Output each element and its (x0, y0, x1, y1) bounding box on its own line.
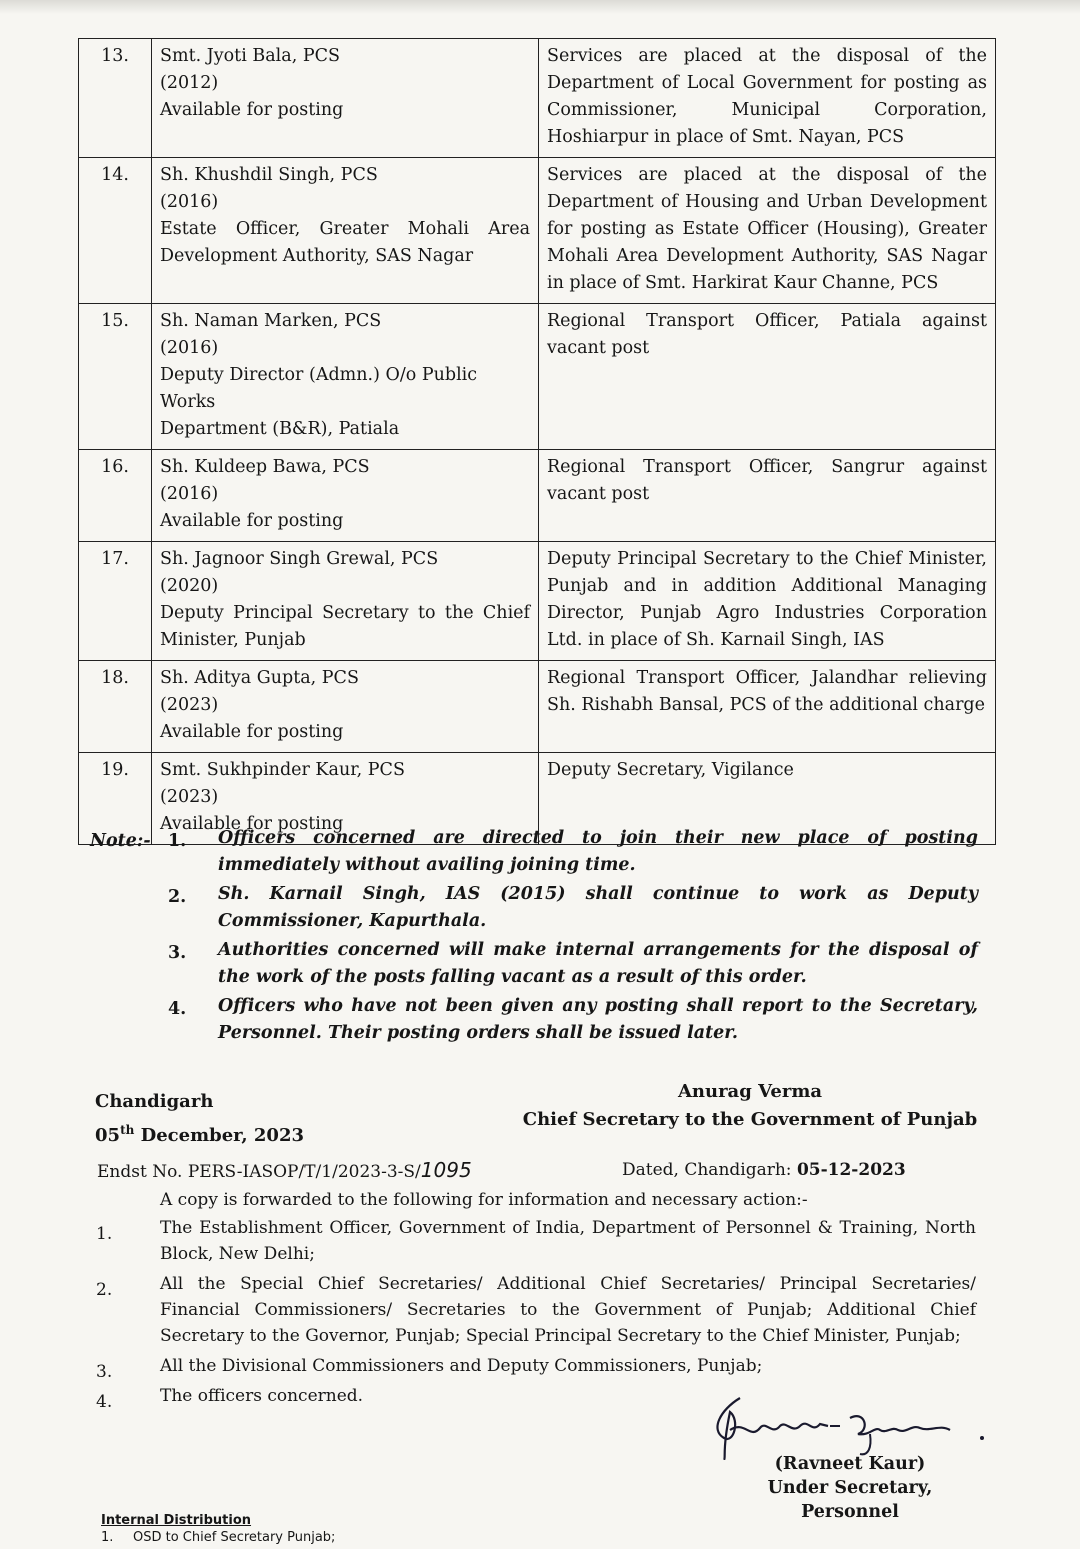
officer-line: Available for posting (160, 100, 344, 120)
posting-line: Department of Housing and Urban Development (547, 192, 987, 212)
officer-line: Deputy Director (Admn.) O/o Public Works (160, 365, 478, 412)
posting-line: Regional Transport Officer, Sangrur against (547, 457, 987, 477)
officer-line: (2016) (160, 192, 219, 212)
table-row (79, 304, 996, 450)
row-number: 18. (79, 661, 152, 753)
officer-line: Available for posting (160, 814, 344, 834)
posting-line: Department of Local Government for posting as (547, 73, 987, 93)
posting-cell (539, 661, 996, 753)
distribution-item (96, 1353, 976, 1382)
distribution-number: 2. (96, 1280, 113, 1300)
posting-cell (539, 304, 996, 450)
table-row (79, 542, 996, 661)
posting-line: Services are placed at the disposal of the (547, 165, 987, 185)
endst-handwritten-number: 1095 (420, 1158, 472, 1182)
note-text: Officers who have not been given any posting shall report to the Secretary, Personnel. Their posting orders shall be issued later. (218, 996, 978, 1043)
posting-line: Services are placed at the disposal of the (547, 46, 987, 66)
officer-line: (2016) (160, 484, 219, 504)
endst-number: Endst No. PERS-IASOP/T/1/2023-3-S/ (97, 1162, 421, 1182)
endorsement-line (97, 1157, 917, 1185)
note-item (168, 881, 978, 935)
distribution-item (96, 1271, 976, 1349)
officer-line: Available for posting (160, 722, 344, 742)
distribution-item (96, 1215, 976, 1267)
officer-line: (2016) (160, 338, 219, 358)
distribution-text: All the Divisional Commissioners and Deputy Commissioners, Punjab; (160, 1356, 763, 1376)
note-text: Authorities concerned will make internal arrangements for the disposal of the work of the posts falling vacant as a result of this order. (218, 940, 978, 987)
posting-line: Regional Transport Officer, Patiala against (547, 311, 987, 331)
posting-cell (539, 542, 996, 661)
officer-line: Estate Officer, Greater Mohali Area (160, 219, 530, 239)
posting-line: Punjab and in addition Additional Managing (547, 576, 987, 596)
notes-list (168, 825, 978, 1049)
distribution-number: 1. (96, 1224, 113, 1244)
officer-line: Sh. Jagnoor Singh Grewal, PCS (160, 549, 439, 569)
signature-image (700, 1390, 990, 1460)
row-number: 15. (79, 304, 152, 450)
distribution-number: 4. (96, 1392, 113, 1412)
officer-line: Deputy Principal Secretary to the Chief (160, 603, 530, 623)
scan-edge (0, 0, 1080, 14)
note-item (168, 937, 978, 991)
note-text: Officers concerned are directed to join their new place of posting immediately without availing joining time. (218, 828, 978, 875)
officer-cell (152, 542, 539, 661)
row-number: 14. (79, 158, 152, 304)
place-date-block (95, 1088, 304, 1150)
note-number: 4. (168, 999, 187, 1019)
officer-cell (152, 661, 539, 753)
internal-number: 1. (101, 1530, 114, 1545)
posting-line: Ltd. in place of Sh. Karnail Singh, IAS (547, 630, 885, 650)
distribution-text: The Establishment Officer, Government of India, Department of Personnel & Training, North Block, New Delhi; (160, 1218, 976, 1264)
note-number: 2. (168, 887, 187, 907)
posting-line: vacant post (547, 338, 650, 358)
posting-line: Sh. Rishabh Bansal, PCS of the additional charge (547, 695, 985, 715)
posting-table (78, 38, 996, 845)
posting-line: Hoshiarpur in place of Smt. Nayan, PCS (547, 127, 905, 147)
chief-name: Anurag Verma (677, 1081, 823, 1102)
internal-text: OSD to Chief Secretary Punjab; (133, 1530, 336, 1545)
note-text: Sh. Karnail Singh, IAS (2015) shall continue to work as Deputy Commissioner, Kapurthala. (218, 884, 978, 931)
note-label: Note:- (90, 831, 151, 851)
row-number: 16. (79, 450, 152, 542)
row-number: 19. (79, 753, 152, 845)
posting-line: Mohali Area Development Authority, SAS Nagar (547, 246, 987, 266)
distribution-text: The officers concerned. (160, 1386, 364, 1406)
row-number: 17. (79, 542, 152, 661)
officer-line: (2020) (160, 576, 219, 596)
chief-designation: Chief Secretary to the Government of Punjab (522, 1109, 978, 1130)
officer-cell (152, 450, 539, 542)
posting-cell (539, 450, 996, 542)
posting-line: Director, Punjab Agro Industries Corporation (547, 603, 987, 623)
officer-cell (152, 304, 539, 450)
posting-line: vacant post (547, 484, 650, 504)
distribution-number: 3. (96, 1362, 113, 1382)
officer-line: Available for posting (160, 511, 344, 531)
place-city: Chandigarh (95, 1091, 214, 1112)
note-item (168, 993, 978, 1047)
officer-line: (2023) (160, 695, 219, 715)
order-date: 05th December, 2023 (95, 1123, 304, 1146)
posting-line: Commissioner, Municipal Corporation, (547, 100, 987, 120)
table-row (79, 158, 996, 304)
note-number: 3. (168, 943, 187, 963)
signatory-name: (Ravneet Kaur) (774, 1454, 926, 1474)
chief-secretary-block (520, 1078, 980, 1134)
officer-line: (2012) (160, 73, 219, 93)
signatory-block (720, 1452, 980, 1524)
officer-line: Development Authority, SAS Nagar (160, 246, 474, 266)
posting-cell (539, 39, 996, 158)
endst-dated: Dated, Chandigarh: 05-12-2023 (622, 1160, 906, 1180)
posting-line: for posting as Estate Officer (Housing), Greater (547, 219, 987, 239)
officer-line: Sh. Aditya Gupta, PCS (160, 668, 359, 688)
internal-distribution (101, 1512, 335, 1546)
internal-item (101, 1529, 335, 1546)
officer-cell (152, 39, 539, 158)
officer-line: Smt. Jyoti Bala, PCS (160, 46, 340, 66)
officer-line: Sh. Kuldeep Bawa, PCS (160, 457, 370, 477)
posting-line: Regional Transport Officer, Jalandhar relieving (547, 668, 987, 688)
posting-line: Deputy Principal Secretary to the Chief Minister, (547, 549, 987, 569)
officer-line: Smt. Sukhpinder Kaur, PCS (160, 760, 405, 780)
officer-line: Minister, Punjab (160, 630, 306, 650)
officer-line: Sh. Khushdil Singh, PCS (160, 165, 378, 185)
officer-line: Sh. Naman Marken, PCS (160, 311, 382, 331)
distribution-text: All the Special Chief Secretaries/ Additional Chief Secretaries/ Principal Secretaries/ Financial Commissioners/ Secretaries to the Government of Punjab; Additional Chief Secretary to the Governor, Punjab; Special Principal Secretary to the Chief Minister, Punjab; (160, 1274, 976, 1346)
forward-text: A copy is forwarded to the following for information and necessary action:- (160, 1190, 808, 1210)
officer-cell (152, 158, 539, 304)
row-number: 13. (79, 39, 152, 158)
internal-heading: Internal Distribution (101, 1513, 252, 1528)
officer-line: Department (B&R), Patiala (160, 419, 400, 439)
table-row (79, 661, 996, 753)
posting-cell (539, 158, 996, 304)
table-row (79, 450, 996, 542)
table-row (79, 39, 996, 158)
officer-line: (2023) (160, 787, 219, 807)
note-item (168, 825, 978, 879)
distribution-list (96, 1215, 976, 1413)
posting-line: Deputy Secretary, Vigilance (547, 760, 794, 780)
note-number: 1. (168, 831, 187, 851)
signatory-designation: Under Secretary, Personnel (767, 1478, 933, 1522)
posting-line: in place of Smt. Harkirat Kaur Channe, PCS (547, 273, 939, 293)
